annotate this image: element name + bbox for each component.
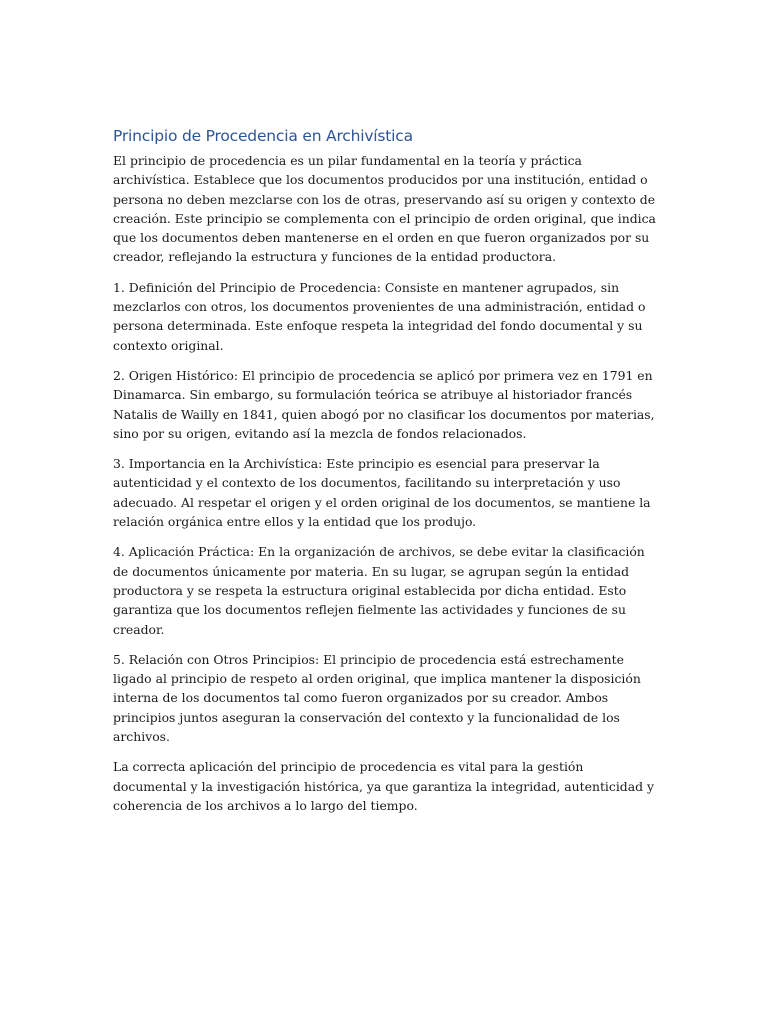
paragraph-definicion: 1. Definición del Principio de Procedencia: Consiste en mantener agrupados, sin mezclarlos con otros, los documentos provenientes de una administración, entidad o persona determinada. Este enfoque respeta la integridad del fondo documental y su contexto original. <box>113 279 646 353</box>
document-title: Principio de Procedencia en Archivística <box>113 127 413 145</box>
paragraph-conclusion: La correcta aplicación del principio de procedencia es vital para la gestión documental y la investigación histórica, ya que garantiza la integridad, autenticidad y coherencia de los archivos a lo largo del tiempo. <box>113 759 654 813</box>
paragraph-origen-historico: 2. Origen Histórico: El principio de procedencia se aplicó por primera vez en 1791 en Dinamarca. Sin embargo, su formulación teórica se atribuye al historiador francés Natalis de Wailly en 1841, quien abogó por no clasificar los documentos por materias, sino por su origen, evitando así la mezcla de fondos relacionados. <box>113 367 655 441</box>
document-page <box>113 124 658 826</box>
paragraph-relacion-principios: 5. Relación con Otros Principios: El principio de procedencia está estrechamente ligado al principio de respeto al orden original, que implica mantener la disposición interna de los documentos tal como fueron organizados por su creador. Ambos principios juntos aseguran la conservación del contexto y la funcionalidad de los archivos. <box>113 651 641 745</box>
paragraph-aplicacion-practica: 4. Aplicación Práctica: En la organización de archivos, se debe evitar la clasificación de documentos únicamente por materia. En su lugar, se agrupan según la entidad productora y se respeta la estructura original establecida por dicha entidad. Esto garantiza que los documentos reflejen fielmente las actividades y funciones de su creador. <box>113 544 645 637</box>
paragraph-importancia: 3. Importancia en la Archivística: Este principio es esencial para preservar la autenticidad y el contexto de los documentos, facilitando su interpretación y uso adecuado. Al respetar el origen y el orden original de los documentos, se mantiene la relación orgánica entre ellos y la entidad que los produjo. <box>113 456 651 530</box>
paragraph-intro: El principio de procedencia es un pilar fundamental en la teoría y práctica archivística. Establece que los documentos producidos por una institución, entidad o persona no deben mezclarse con los de otras, preservando así su origen y contexto de creación. Este principio se complementa con el principio de orden original, que indica que los documentos deben mantenerse en el orden en que fueron organizados por su creador, reflejando la estructura y funciones de la entidad productora. <box>113 153 656 265</box>
